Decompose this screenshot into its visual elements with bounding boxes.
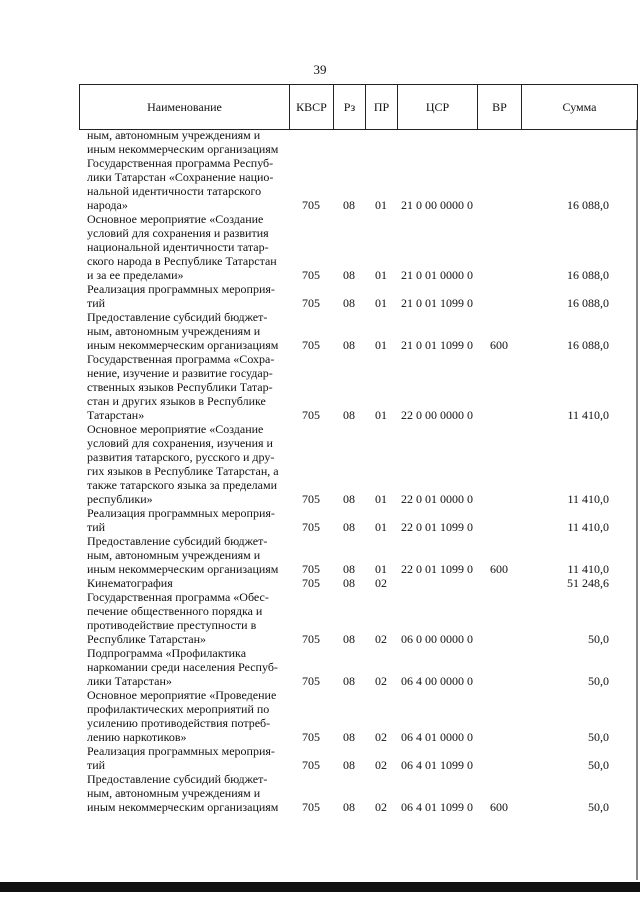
row-name-line: Основное мероприятие «Создание [87, 422, 264, 436]
row-name-line: условий для сохранения, изучения и [87, 436, 273, 450]
cell-kvsr: 705 [302, 268, 320, 282]
column-header-kvsr: КВСР [289, 85, 333, 129]
table-row [79, 422, 638, 506]
cell-csr: 21 0 01 1099 0 [401, 296, 473, 310]
table-body [79, 128, 638, 814]
cell-rz: 08 [343, 338, 355, 352]
row-name-line: Татарстан» [87, 408, 145, 422]
column-header-csr: ЦСР [397, 85, 477, 129]
row-name-line: иным некоммерческим организациям [87, 800, 279, 814]
row-name-line: развития татарского, русского и дру- [87, 450, 275, 464]
row-name-line: Государственная программа «Обес- [87, 590, 269, 604]
cell-kvsr: 705 [302, 562, 320, 576]
row-name-line: противодействие преступности в [87, 618, 257, 632]
table-row [79, 688, 638, 744]
row-name-line: усилению противодействия потреб- [87, 716, 271, 730]
column-header-vr: ВР [477, 85, 521, 129]
row-name-line: национальной идентичности татар- [87, 240, 269, 254]
cell-rz: 08 [343, 730, 355, 744]
row-name-line: Основное мероприятие «Проведение [87, 688, 277, 702]
row-name-line: и за ее пределами» [87, 268, 184, 282]
cell-csr: 06 4 01 1099 0 [401, 758, 473, 772]
cell-kvsr: 705 [302, 800, 320, 814]
cell-vr: 600 [490, 562, 508, 576]
cell-pr: 01 [375, 198, 387, 212]
cell-csr: 22 0 01 1099 0 [401, 562, 473, 576]
cell-csr: 06 0 00 0000 0 [401, 632, 473, 646]
row-name-line: тий [87, 758, 106, 772]
column-header-rz: Рз [333, 85, 365, 129]
row-name-line: тий [87, 520, 106, 534]
row-name-line: условий для сохранения и развития [87, 226, 269, 240]
cell-sum: 50,0 [588, 730, 609, 744]
table-row [79, 212, 638, 282]
table-row [79, 646, 638, 688]
row-name-line: Предоставление субсидий бюджет- [87, 772, 268, 786]
row-codes [79, 338, 638, 352]
cell-sum: 11 410,0 [567, 562, 609, 576]
row-name-line: Реализация программных мероприя- [87, 282, 275, 296]
column-header-name: Наименование [79, 85, 289, 129]
cell-pr: 01 [375, 338, 387, 352]
cell-csr: 22 0 01 1099 0 [401, 520, 473, 534]
table-row [79, 744, 638, 772]
cell-rz: 08 [343, 758, 355, 772]
row-name-line: Реализация программных мероприя- [87, 744, 275, 758]
row-codes [79, 730, 638, 744]
scan-bottom-bar [0, 882, 640, 892]
table-row [79, 590, 638, 646]
row-codes [79, 492, 638, 506]
cell-sum: 50,0 [588, 674, 609, 688]
cell-sum: 11 410,0 [567, 520, 609, 534]
cell-sum: 11 410,0 [567, 492, 609, 506]
table-row [79, 128, 638, 156]
scan-edge [636, 120, 638, 880]
cell-rz: 08 [343, 520, 355, 534]
row-name-line: нение, изучение и развитие государ- [87, 366, 273, 380]
cell-rz: 08 [343, 674, 355, 688]
cell-pr: 02 [375, 576, 387, 590]
cell-kvsr: 705 [302, 758, 320, 772]
cell-pr: 02 [375, 632, 387, 646]
column-header-pr: ПР [365, 85, 397, 129]
row-name-line: иным некоммерческим организациям [87, 142, 279, 156]
cell-csr: 21 0 01 1099 0 [401, 338, 473, 352]
cell-csr: 21 0 01 0000 0 [401, 268, 473, 282]
cell-pr: 01 [375, 562, 387, 576]
row-name-line: также татарского языка за пределами [87, 478, 278, 492]
row-name-line: Основное мероприятие «Создание [87, 212, 264, 226]
cell-kvsr: 705 [302, 338, 320, 352]
cell-pr: 02 [375, 800, 387, 814]
row-name-line: лению наркотиков» [87, 730, 187, 744]
cell-sum: 50,0 [588, 758, 609, 772]
cell-csr: 22 0 00 0000 0 [401, 408, 473, 422]
cell-csr: 06 4 01 1099 0 [401, 800, 473, 814]
table-row [79, 310, 638, 352]
row-name-line: наркомании среди населения Респуб- [87, 660, 278, 674]
cell-pr: 02 [375, 674, 387, 688]
cell-kvsr: 705 [302, 520, 320, 534]
row-codes [79, 268, 638, 282]
row-name-line: Государственная программа Респуб- [87, 156, 274, 170]
row-name-line: Республике Татарстан» [87, 632, 207, 646]
cell-pr: 01 [375, 268, 387, 282]
row-name-line: ным, автономным учреждениям и [87, 786, 261, 800]
cell-rz: 08 [343, 268, 355, 282]
table-row [79, 282, 638, 310]
cell-kvsr: 705 [302, 674, 320, 688]
page-number: 39 [313, 62, 327, 77]
row-name-line: ным, автономным учреждениям и [87, 324, 261, 338]
cell-rz: 08 [343, 198, 355, 212]
cell-sum: 50,0 [588, 800, 609, 814]
cell-csr: 06 4 00 0000 0 [401, 674, 473, 688]
row-name-line: иным некоммерческим организациям [87, 338, 279, 352]
row-name-line: ным, автономным учреждениям и [87, 548, 261, 562]
table-header [79, 84, 638, 130]
cell-kvsr: 705 [302, 730, 320, 744]
table-row [79, 534, 638, 576]
cell-pr: 01 [375, 520, 387, 534]
cell-kvsr: 705 [302, 576, 320, 590]
row-codes [79, 674, 638, 688]
row-name-line: Государственная программа «Сохра- [87, 352, 275, 366]
cell-sum: 16 088,0 [567, 296, 609, 310]
row-name-line: нальной идентичности татарского [87, 184, 262, 198]
row-name-line: Кинематография [87, 576, 173, 590]
row-name-line: лики Татарстан «Сохранение нацио- [87, 170, 274, 184]
row-codes [79, 296, 638, 310]
row-name-line: печение общественного порядка и [87, 604, 263, 618]
cell-rz: 08 [343, 632, 355, 646]
row-name-line: профилактических мероприятий по [87, 702, 270, 716]
cell-sum: 11 410,0 [567, 408, 609, 422]
cell-kvsr: 705 [302, 296, 320, 310]
cell-kvsr: 705 [302, 632, 320, 646]
cell-kvsr: 705 [302, 408, 320, 422]
row-name-line: Предоставление субсидий бюджет- [87, 534, 268, 548]
row-codes [79, 800, 638, 814]
table-row [79, 352, 638, 422]
row-name-line: народа» [87, 198, 128, 212]
cell-csr: 22 0 01 0000 0 [401, 492, 473, 506]
cell-pr: 01 [375, 296, 387, 310]
row-codes [79, 758, 638, 772]
row-name-line: тий [87, 296, 106, 310]
row-name-line: ского народа в Республике Татарстан [87, 254, 277, 268]
cell-rz: 08 [343, 800, 355, 814]
row-name-line: лики Татарстан» [87, 674, 172, 688]
cell-kvsr: 705 [302, 198, 320, 212]
row-codes [79, 632, 638, 646]
table-row [79, 772, 638, 814]
row-name-line: Предоставление субсидий бюджет- [87, 310, 268, 324]
cell-pr: 01 [375, 408, 387, 422]
cell-rz: 08 [343, 408, 355, 422]
row-name-line: ным, автономным учреждениям и [87, 128, 261, 142]
row-name-line: гих языков в Республике Татарстан, а [87, 464, 279, 478]
cell-pr: 01 [375, 492, 387, 506]
row-name-line: ственных языков Республики Татар- [87, 380, 273, 394]
row-codes [79, 408, 638, 422]
cell-pr: 02 [375, 758, 387, 772]
row-codes [79, 142, 638, 156]
cell-csr: 06 4 01 0000 0 [401, 730, 473, 744]
table-row [79, 156, 638, 212]
row-name-line: иным некоммерческим организациям [87, 562, 279, 576]
row-codes [79, 576, 638, 590]
cell-pr: 02 [375, 730, 387, 744]
cell-csr: 21 0 00 0000 0 [401, 198, 473, 212]
cell-sum: 50,0 [588, 632, 609, 646]
row-name-line: республики» [87, 492, 153, 506]
table-row [79, 506, 638, 534]
cell-sum: 16 088,0 [567, 338, 609, 352]
cell-rz: 08 [343, 562, 355, 576]
row-codes [79, 562, 638, 576]
row-name-line: Реализация программных мероприя- [87, 506, 275, 520]
cell-rz: 08 [343, 576, 355, 590]
cell-vr: 600 [490, 800, 508, 814]
row-name-line: стан и других языков в Республике [87, 394, 266, 408]
column-header-sum: Сумма [521, 85, 638, 129]
cell-sum: 51 248,6 [567, 576, 609, 590]
row-codes [79, 520, 638, 534]
cell-vr: 600 [490, 338, 508, 352]
cell-rz: 08 [343, 492, 355, 506]
row-codes [79, 198, 638, 212]
cell-sum: 16 088,0 [567, 268, 609, 282]
cell-sum: 16 088,0 [567, 198, 609, 212]
cell-rz: 08 [343, 296, 355, 310]
cell-kvsr: 705 [302, 492, 320, 506]
row-name-line: Подпрограмма «Профилактика [87, 646, 247, 660]
table-row [79, 576, 638, 590]
